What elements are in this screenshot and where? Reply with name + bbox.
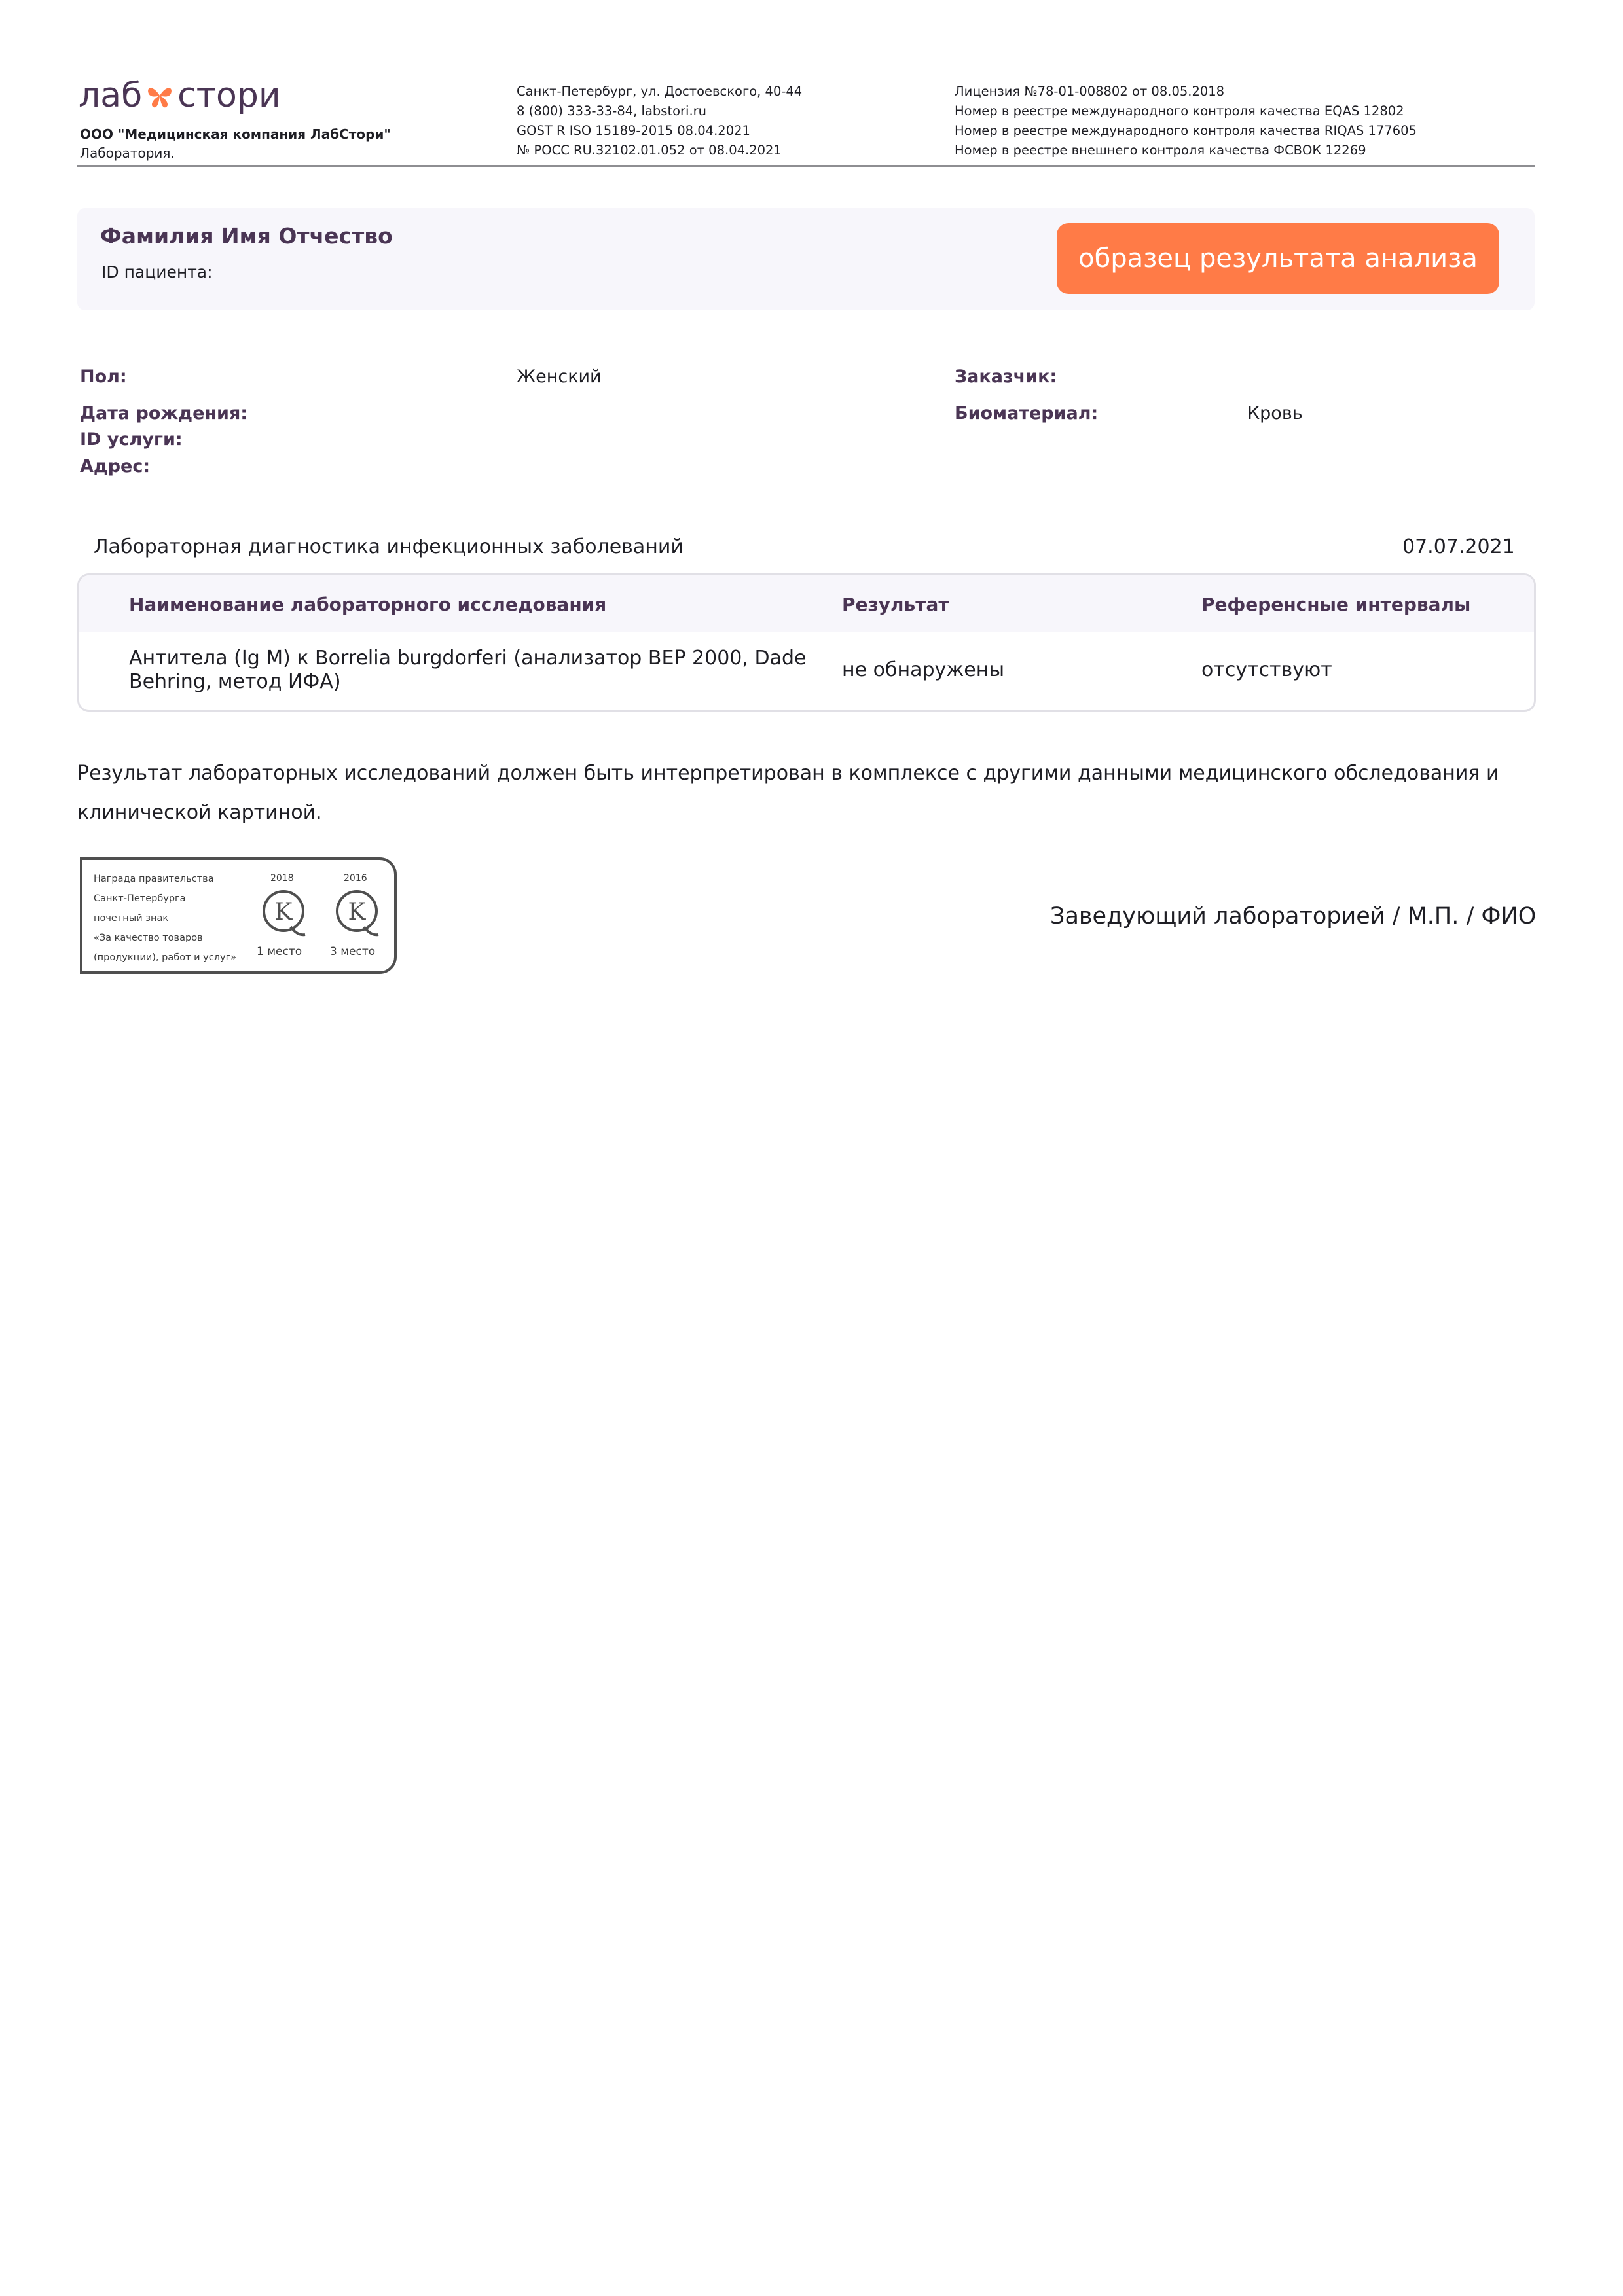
license-line: Лицензия №78-01-008802 от 08.05.2018 (955, 84, 1225, 99)
patient-name: Фамилия Имя Отчество (100, 223, 393, 249)
contact-line: 8 (800) 333-33-84, labstori.ru (517, 103, 707, 118)
license-line: Номер в реестре международного контроля качества EQAS 12802 (955, 103, 1404, 118)
customer-label: Заказчик: (955, 367, 1057, 387)
birth-date-label: Дата рождения: (80, 403, 248, 423)
sex-value: Женский (517, 367, 602, 387)
contact-line: Санкт-Петербург, ул. Достоевского, 40-44 (517, 84, 803, 99)
column-header-reference: Референсные интервалы (1201, 594, 1471, 615)
test-name-cell: Антитела (Ig M) к Borrelia burgdorferi (анализатор BEP 2000, Dade Behring, метод ИФА) (129, 647, 807, 693)
quality-mark-icon (259, 888, 308, 940)
section-date: 07.07.2021 (1402, 535, 1515, 558)
signature-line: Заведующий лабораторией / М.П. / ФИО (1050, 903, 1537, 929)
header-divider (77, 165, 1535, 167)
quality-mark-icon (333, 888, 381, 940)
logo-text-right: стори (177, 76, 281, 115)
license-line: Номер в реестре внешнего контроля качества ФСВОК 12269 (955, 143, 1366, 158)
award-line: «За качество товаров (94, 933, 203, 943)
license-line: Номер в реестре международного контроля качества RIQAS 177605 (955, 123, 1417, 138)
licenses-block (955, 82, 1417, 160)
address-label: Адрес: (80, 456, 151, 476)
award-place-1: 1 место (257, 945, 302, 958)
column-header-test-name: Наименование лабораторного исследования (129, 594, 607, 615)
biomaterial-value: Кровь (1247, 403, 1303, 423)
sample-result-badge: образец результата анализа (1057, 223, 1499, 294)
service-id-label: ID услуги: (80, 429, 183, 450)
award-line: (продукции), работ и услуг» (94, 952, 237, 963)
award-line: Награда правительства (94, 874, 214, 884)
results-table (77, 573, 1536, 712)
award-place-2: 3 место (330, 945, 376, 958)
patient-id-label: ID пациента: (101, 262, 213, 281)
award-line: почетный знак (94, 913, 169, 924)
company-subtitle: Лаборатория. (80, 145, 175, 161)
result-cell: не обнаружены (842, 658, 1005, 681)
interpretation-note: Результат лабораторных исследований должен быть интерпретирован в комплексе с другими данными медицинского обследования и клинической картиной. (77, 762, 1499, 824)
reference-cell: отсутствуют (1201, 658, 1332, 681)
award-year-1: 2018 (270, 873, 294, 884)
contact-line: GOST R ISO 15189-2015 08.04.2021 (517, 123, 750, 138)
brand-logo (79, 73, 281, 118)
award-line: Санкт-Петербурга (94, 893, 186, 904)
svg-text:K: K (348, 899, 366, 925)
biomaterial-label: Биоматериал: (955, 403, 1099, 423)
contact-line: № РОСС RU.32102.01.052 от 08.04.2021 (517, 143, 782, 158)
award-description (94, 869, 236, 967)
company-name: ООО "Медицинская компания ЛабСтори" (80, 126, 391, 142)
contacts-block (517, 82, 802, 160)
logo-text-left: лаб (79, 76, 143, 115)
sex-label: Пол: (80, 367, 127, 387)
award-year-2: 2016 (344, 873, 367, 884)
butterfly-logo-icon (143, 79, 176, 112)
quality-award-badge (80, 857, 397, 974)
column-header-result: Результат (842, 594, 949, 615)
svg-text:K: K (274, 899, 293, 925)
section-title: Лабораторная диагностика инфекционных заболеваний (94, 535, 684, 558)
